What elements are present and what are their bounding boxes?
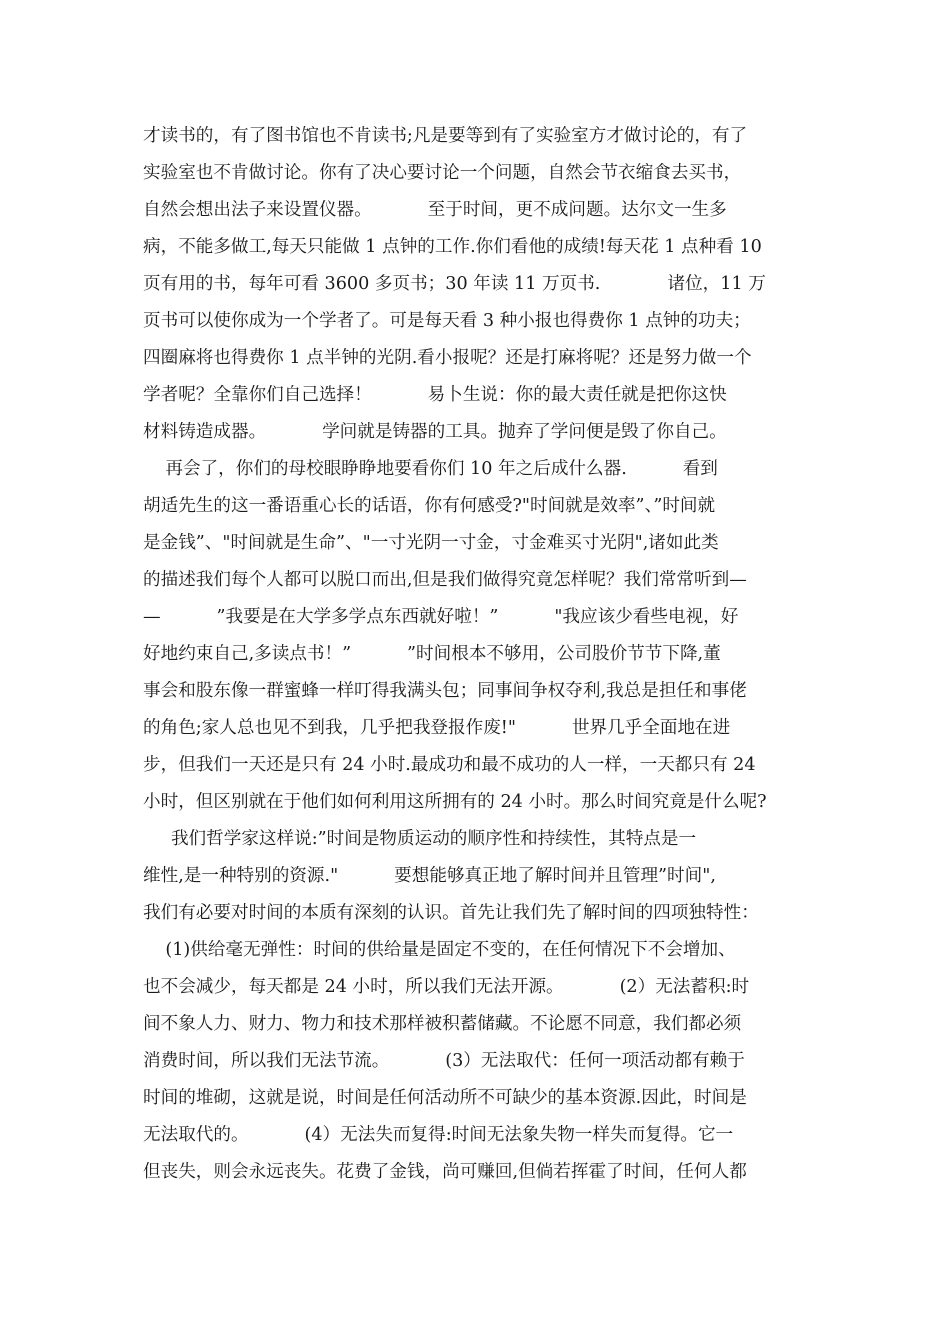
text-line: 我们哲学家这样说:”时间是物质运动的顺序性和持续性，其特点是一 (143, 829, 697, 849)
text-line: 小时，但区别就在于他们如何利用这所拥有的 24 小时。那么时间究竟是什么呢? (143, 792, 767, 812)
text-line: 页书可以使你成为一个学者了。可是每天看 3 种小报也得费你 1 点钟的功夫； (143, 311, 751, 331)
text-line: 步，但我们一天还是只有 24 小时.最成功和最不成功的人一样，一天都只有 24 (143, 755, 756, 775)
text-line: 的角色;家人总也见不到我，几乎把我登报作废!" 世界几乎全面地在进 (143, 718, 731, 738)
text-line: 是金钱”、"时间就是生命”、"一寸光阴一寸金，寸金难买寸光阴",诸如此类 (143, 533, 719, 553)
text-line: 时间的堆砌，这就是说，时间是任何活动所不可缺少的基本资源.因此，时间是 (143, 1088, 747, 1108)
text-line: 实验室也不肯做讨论。你有了决心要讨论一个问题，自然会节衣缩食去买书， (143, 163, 742, 183)
text-line: 再会了，你们的母校眼睁睁地要看你们 10 年之后成什么器. 看到 (143, 459, 718, 479)
text-line: 无法取代的。 (4）无法失而复得:时间无法象失物一样失而复得。它一 (143, 1125, 734, 1145)
text-line: 四圈麻将也得费你 1 点半钟的光阴.看小报呢？还是打麻将呢？还是努力做一个 (143, 348, 752, 368)
text-line: 才读书的，有了图书馆也不肯读书;凡是要等到有了实验室方才做讨论的，有了 (143, 126, 748, 146)
text-line: 页有用的书，每年可看 3600 多页书；30 年读 11 万页书. 诸位，11 万 (143, 274, 766, 294)
text-line: 事会和股东像一群蜜蜂一样叮得我满头包；同事间争权夺利,我总是担任和事佬 (143, 681, 747, 701)
text-line: 消费时间，所以我们无法节流。 (3）无法取代：任何一项活动都有赖于 (143, 1051, 745, 1071)
text-line: 维性,是一种特别的资源." 要想能够真正地了解时间并且管理”时间", (143, 866, 716, 886)
text-line: 但丧失，则会永远丧失。花费了金钱，尚可赚回,但倘若挥霍了时间，任何人都 (143, 1162, 747, 1182)
text-line: (1)供给毫无弹性：时间的供给量是固定不变的，在任何情况下不会增加、 (143, 940, 736, 960)
text-line: 学者呢？全靠你们自己选择！ 易卜生说：你的最大责任就是把你这快 (143, 385, 727, 405)
text-line: 间不象人力、财力、物力和技术那样被积蓄储藏。不论愿不同意，我们都必须 (143, 1014, 742, 1034)
text-line: 我们有必要对时间的本质有深刻的认识。首先让我们先了解时间的四项独特性： (143, 903, 759, 923)
text-line: 也不会减少，每天都是 24 小时，所以我们无法开源。 (2）无法蓄积:时 (143, 977, 750, 997)
text-line: 自然会想出法子来设置仪器。 至于时间，更不成问题。达尔文一生多 (143, 200, 727, 220)
text-line: 好地约束自己,多读点书！” ”时间根本不够用，公司股价节节下降,董 (143, 644, 721, 664)
text-line: — ”我要是在大学多学点东西就好啦！” "我应该少看些电视，好 (143, 607, 739, 627)
text-line: 病，不能多做工,每天只能做 1 点钟的工作.你们看他的成绩!每天花 1 点种看 10 (143, 237, 762, 257)
text-line: 胡适先生的这一番语重心长的话语，你有何感受?"时间就是效率”、”时间就 (143, 496, 716, 516)
text-line: 材料铸造成器。 学问就是铸器的工具。抛弃了学问便是毁了你自己。 (143, 422, 727, 442)
text-line: 的描述我们每个人都可以脱口而出,但是我们做得究竟怎样呢？我们常常听到— (143, 570, 747, 590)
